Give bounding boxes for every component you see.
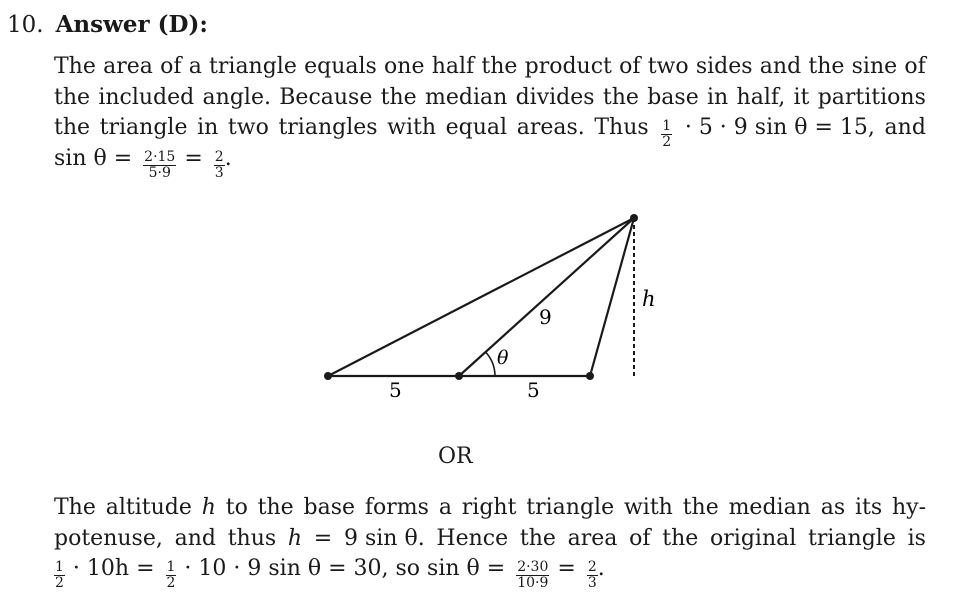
word: equal [445,115,508,140]
word: triangles [278,115,378,140]
word: the [257,495,294,520]
label-9: 9 [539,305,552,329]
label-5-left: 5 [389,378,402,402]
fraction-1-over-2-b: $\frac{1}{2}$ [166,559,176,591]
triangle-side-long [328,218,634,376]
para2-line-2 [54,524,926,555]
word: area [567,525,618,551]
word: half [431,54,475,79]
word: original [710,525,797,551]
label-5-right: 5 [527,378,540,402]
fraction-2x15-over-5x9: $\frac{2\cdot 15}{5\cdot 9}$ [144,148,176,181]
word: forms [364,495,429,520]
word: a [438,495,452,520]
explanation-paragraph-2 [54,493,926,591]
word: the [54,84,91,110]
word: and [759,54,802,79]
word: the [481,54,518,79]
word: The [54,495,96,520]
word: the [662,525,699,551]
answer-title: Answer (D): [55,11,208,38]
para2-line-3 [54,554,926,591]
word: one [384,54,425,79]
label-theta: θ [497,347,509,369]
period-2: . [597,556,605,581]
word: to [225,495,248,520]
word: base [647,84,699,110]
word: base [303,495,356,520]
label-h: h [642,287,656,311]
word: equals [304,54,377,79]
word: it [793,84,810,110]
word: The [54,54,96,79]
word: of [619,54,641,79]
word: its [854,495,883,520]
word: area [103,54,153,79]
word: triangle [209,54,297,79]
word: median [425,84,508,110]
word: of [160,54,182,79]
word: = [313,525,333,551]
math-half-5-9-sin: · 5 · 9 sin θ = 15, [684,115,875,140]
word: triangle [99,115,188,140]
word: included [98,84,195,110]
word: in [707,84,729,110]
word: of [629,525,651,551]
median [459,218,634,376]
word: Because [279,84,373,110]
word: potenuse, [54,525,163,551]
word: divides [515,84,595,110]
word: half, [736,84,786,110]
sin-theta-lhs: sin θ = [54,145,133,171]
or-separator: OR [438,444,473,469]
word: as [820,495,846,520]
word: product [524,54,612,79]
vertex-right [586,372,594,380]
word: is [907,525,926,551]
word: of [904,54,926,79]
word: right [461,495,517,520]
word: h [287,525,303,551]
word: altitude [105,495,192,520]
vertex-apex [630,214,638,222]
problem-number: 10. [7,12,44,38]
word: a [188,54,202,79]
word: partitions [817,84,926,110]
word: angle. [202,84,271,110]
math-10h: · 10h = [72,556,155,581]
fraction-2-over-3: $\frac{2}{3}$ [214,148,224,181]
word: hy- [891,495,926,520]
word: triangle [808,525,896,551]
fraction-2x30-over-10x9: $\frac{2\cdot 30}{10\cdot 9}$ [517,559,549,591]
period: . [224,145,232,171]
word: triangle [526,495,615,520]
word: median [728,495,811,520]
word: the [602,84,639,110]
word: h [201,495,216,520]
word: the [808,54,845,79]
word: two [227,115,269,140]
word: the [519,525,556,551]
equals-sign-2: = [557,556,576,581]
word: and [884,115,926,140]
vertex-left [324,372,332,380]
word: sine [851,54,898,79]
word: with [623,495,673,520]
word: the [380,84,417,110]
word: the [682,495,719,520]
equals-sign: = [184,145,203,171]
word: Thus [594,115,649,140]
fraction-2-over-3-b: $\frac{2}{3}$ [587,559,597,591]
word: Hence [436,525,509,551]
word: areas. [516,115,585,140]
vertex-midpoint [455,372,463,380]
word: two [647,54,689,79]
word: the [54,115,91,140]
math-area-equation: · 10 · 9 sin θ = 30, so sin θ = [184,556,506,581]
word: thus [227,525,277,551]
triangle-side-right [590,218,634,376]
word: 9 sin θ. [343,525,425,551]
fraction-1-over-2-a: $\frac{1}{2}$ [55,559,64,591]
theta-arc [486,352,495,376]
word: sides [695,54,753,79]
word: in [197,115,219,140]
word: and [174,525,216,551]
word: with [387,115,437,140]
para2-line-1 [54,493,926,524]
fraction-1-over-2: $\frac{1}{2}$ [662,118,672,150]
